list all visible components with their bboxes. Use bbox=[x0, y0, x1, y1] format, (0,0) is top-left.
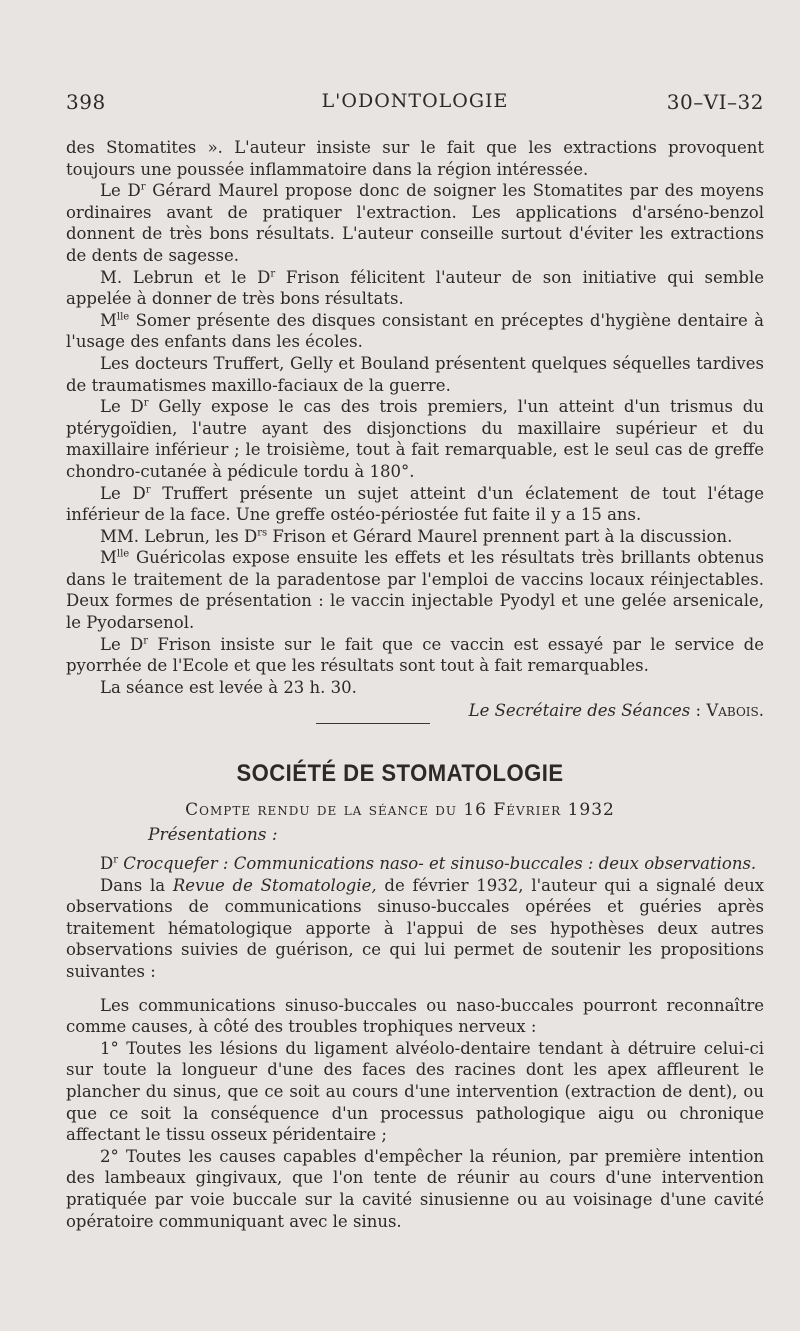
paragraph: MM. Lebrun, les $D^{rs}$ Frison et Gérard Maurel prennent part à la discussion. bbox=[100, 526, 733, 546]
presentations-heading: Présentations : bbox=[148, 825, 278, 845]
closing-line: La séance est levée à 23 h. 30. bbox=[100, 677, 357, 697]
paragraph: $M^{lle}$ Guéricolas expose ensuite les effets et les résultats très brillants obtenus dans le traitement de la paradentose par l'emploi de vaccins locaux réinjectables. Deux formes de présentation : le vaccin injectable Pyodyl et une gelée arsenicale, le Pyodarsenol. bbox=[66, 548, 764, 633]
minutes-text bbox=[66, 137, 764, 722]
section-subtitle: Compte rendu de la séance du 16 Février 1932 bbox=[185, 800, 615, 820]
running-head bbox=[66, 90, 764, 116]
paragraph: Les communications sinuso-buccales ou naso-buccales pourront reconnaître comme causes, à côté des troubles trophiques nerveux : bbox=[66, 995, 764, 1037]
signature: Le Secrétaire des Séances : Vabois. bbox=[468, 701, 764, 721]
paragraph: Les docteurs Truffert, Gelly et Bouland présentent quelques séquelles tardives de traumatismes maxillo-faciaux de la guerre. bbox=[66, 353, 764, 395]
stomatology-text bbox=[66, 853, 764, 1232]
page-number: 398 bbox=[66, 90, 106, 114]
paragraph: 1° Toutes les lésions du ligament alvéolo-dentaire tendant à détruire celui-ci sur toute la longueur d'une des faces des racines dont les apex affleurent le plancher du sinus, que ce soit au cours d'une intervention (extraction de dent), ou que ce soit la conséquence d'un processus pathologique aigu ou chronique affectant le tissu osseux péridentaire ; bbox=[66, 1038, 764, 1145]
paragraph: Dans la Revue de Stomatologie, de février 1932, l'auteur qui a signalé deux observations de communications sinuso-buccales opérées et guéries après traitement hématologique apporte à l'appui de ses hypothèses deux autres observations suivies de guérison, ce qui lui permet de soutenir les propositions suivantes : bbox=[66, 875, 765, 981]
presentation-title: $D^r$ Crocquefer : Communications naso- et sinuso-buccales : deux observations. bbox=[100, 854, 757, 873]
paragraph: $M^{lle}$ Somer présente des disques consistant en préceptes d'hygiène dentaire à l'usage des enfants dans les écoles. bbox=[66, 310, 764, 352]
issue-date: 30–VI–32 bbox=[666, 90, 764, 114]
paragraph: des Stomatites ». L'auteur insiste sur le fait que les extractions provoquent toujours une poussée inflammatoire dans la région intéressée. bbox=[66, 138, 764, 179]
paragraph: M. Lebrun et le $D^r$ Frison félicitent l'auteur de son initiative qui semble appelée à donner de très bons résultats. bbox=[66, 267, 764, 309]
paragraph: 2° Toutes les causes capables d'empêcher la réunion, par première intention des lambeaux gingivaux, que l'on tente de réunir au cours d'une intervention pratiquée par voie buccale sur la cavité sinusienne ou au voisinage d'une cavité opératoire communiquant avec le sinus. bbox=[66, 1146, 764, 1231]
journal-title: L'ODONTOLOGIE bbox=[321, 90, 509, 112]
paragraph: Le $D^r$ Gelly expose le cas des trois premiers, l'un atteint d'un trismus du ptérygoïdien, l'autre ayant des disjonctions du maxillaire supérieur et du maxillaire inférieur ; le troisième, tout à fait remarquable, est le seul cas de greffe chondro-cutanée à pédicule tordu à 180°. bbox=[66, 397, 764, 481]
paragraph: Le $D^r$ Truffert présente un sujet atteint d'un éclatement de tout l'étage inférieur de la face. Une greffe ostéo-périostée fut faite il y a 15 ans. bbox=[66, 483, 764, 525]
section-divider bbox=[316, 723, 430, 724]
paragraph: Le $D^r$ Gérard Maurel propose donc de soigner les Stomatites par des moyens ordinaires avant de pratiquer l'extraction. Les applications d'arséno-benzol donnent de très bons résultats. L'auteur conseille surtout d'éviter les extractions de dents de sagesse. bbox=[66, 181, 764, 265]
paragraph: Le $D^r$ Frison insiste sur le fait que ce vaccin est essayé par le service de pyorrhée de l'Ecole et que les résultats sont tout à fait remarquables. bbox=[66, 634, 764, 676]
section-title: SOCIÉTÉ DE STOMATOLOGIE bbox=[236, 760, 564, 787]
